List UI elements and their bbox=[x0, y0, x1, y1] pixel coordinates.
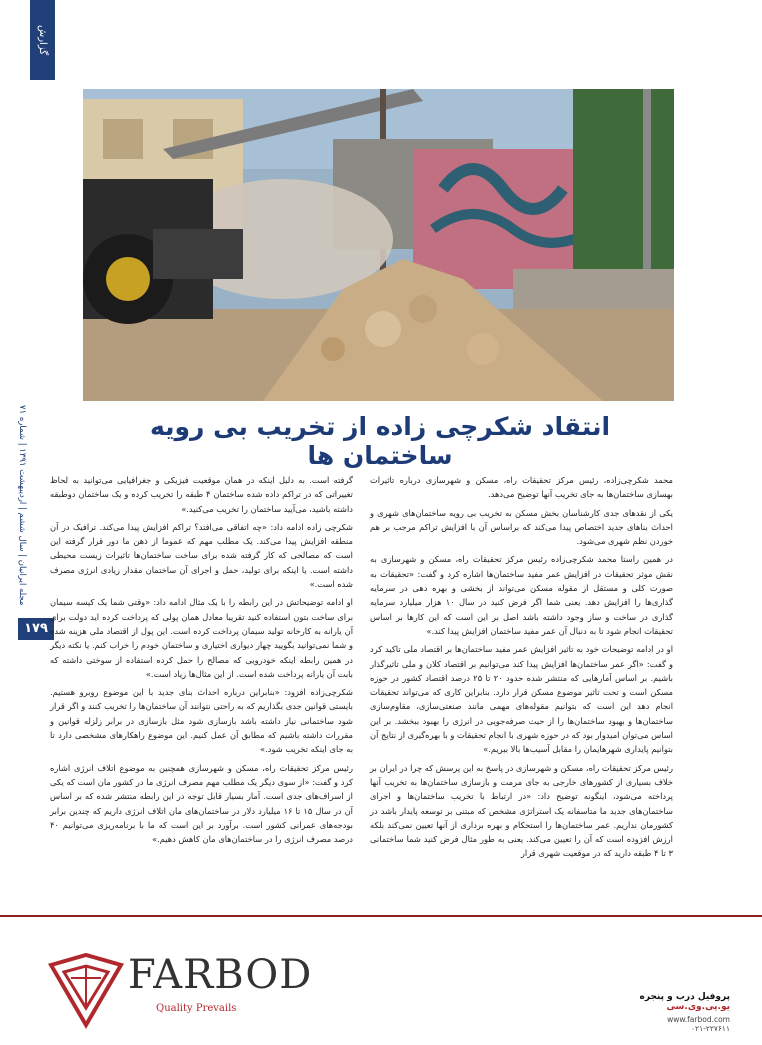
paragraph: او ادامه توضیحاتش در این رابطه را با یک مثال ادامه داد: «وقتی شما یک کیسه سیمان برای ساخت بتون استفاده کنید تقریبا معادل همان پولی که پرداخت کرده اید دولت برای آن یارانه به کارخانه تولید سیمان پرداخت کرده است. این پول از اقتصاد ملی هزینه شده و شما نمی‌توانید بگویید چهار دیواری اختیاری و ساختمان خودم را خراب کنم. یا نکته دیگر در همین رابطه اینکه خودرویی که مصالح را حمل کرده استفاده از سوختی داشته که بابت آن یارانه پرداخت شده است. از این مثال‌ها زیاد است.» bbox=[50, 597, 353, 679]
ad-product-line: پروفیل درب و پنجره bbox=[639, 992, 730, 1002]
section-tab-label: گزارش bbox=[37, 24, 48, 56]
paragraph: گرفته است. به دلیل اینکه در همان موقعیت فیزیکی و جغرافیایی می‌توانید به لحاظ تغییراتی که در تراکم داده شده ساختمان ۴ طبقه را تخریب کرده و یک ساختمان دوطبقه داشته باشید، می‌آیید ساختمان را تخریب می‌کنید.» bbox=[50, 475, 353, 514]
paragraph: در همین راستا محمد شکرچی‌زاده رئیس مرکز تحقیقات راه، مسکن و شهرسازی به نقش موثر تحقیقات در افزایش عمر مفید ساختمان‌ها اشاره کرد و گفت: «تحقیقات به صورت کلی و مستقل از مقوله مسکن می‌تواند از بخشی و بهره دهی در سرمایه گذاری‌ها را افزایش دهد. یعنی شما اگر فرض کنید در سال ۱۰ هزار میلیارد سرمایه گذاری در ساخت و ساز وجود داشته باشد اصل بر این است که این کارها بر اساس تحقیقات انجام شود تا به دنبال آن عمر مفید ساختمان افزایش پیدا کند.» bbox=[370, 554, 673, 636]
paragraph: شکرچی زاده ادامه داد: «چه اتفاقی می‌افتد؟ تراکم افزایش پیدا می‌کند. ترافیک در آن منطقه افزایش پیدا می‌کند. یک مطلب مهم که عموما از ذهن ما دور قرار گرفته این است که مصالحی که کار گرفته شده برای ساخت ساختمان‌ها تاثیرات زیست محیطی داشته است. یا اینکه برای تولید، حمل و اجرای آن ساختمان مقدار زیادی انرژی مصرف شده است.» bbox=[50, 521, 353, 590]
article-column-right bbox=[370, 473, 673, 891]
paragraph: یکی از نقدهای جدی کارشناسان بخش مسکن به تخریب بی رویه ساختمان‌های شهری و احداث بناهای جدید اختصاص پیدا می‌کند که براساس آن با افزایش تراکم مرجب بر هم خوردن نظم شهری می‌شود. bbox=[370, 507, 673, 547]
ad-phone: ۰۲۱-۲۲۷۶۱۱ bbox=[691, 1024, 730, 1033]
paragraph: او در ادامه توضیحات خود به تاثیر افزایش عمر مفید ساختمان‌ها بر اقتصاد ملی تاکید کرد و گفت: «اگر عمر ساختمان‌ها افزایش پیدا کند می‌توانیم بر اقتصاد کلان و ملی تاثیرگذار باشیم. بر اساس آمارهایی که منتشر شده حدود ۲۰ تا ۲۵ درصد اقتصاد کشور در حوزه مسکن است و تحت تاثیر موضوع مسکن قرار دارد. بنابراین کاری که می‌تواند تحقیقات انجام دهد این است که بتوانیم مقوله‌های مهمی مانند صنعتی‌سازی، مقاوم‌سازی ساختمان‌ها و بهبود ساختمان‌ها را از حیث صرفه‌جویی در انرژی را بهبود ببخشد. بر این اساس می‌توان امیدوار بود که در حوزه شهری با انجام تحقیقات و با بهره‌گیری از نتایج آن بتوانیم پایداری شهرهایمان را مقابل آسیب‌ها بالا ببریم.» bbox=[370, 644, 673, 755]
paragraph: رئیس مرکز تحقیقات راه، مسکن و شهرسازی همچنین به موضوع اتلاف انرژی اشاره کرد و گفت: «از سوی دیگر یک مطلب مهم مصرف انرژی ما در کشور مان است که یکی از اسراف‌های جدی است. آمار بسیار قابل توجه در این رابطه منتشر شده که بر اساس آن در سال ۱۵ تا ۱۶ میلیارد دلار در ساختمان‌های مان اتلاف انرژی داریم که چندین برابر بودجه‌های عمرانی کشور است. برآورد بر این است که ما با برنامه‌ریزی می‌توانیم ۴۰ درصد مصرف انرژی را در ساختمان‌های مان کاهش دهیم.» bbox=[50, 762, 353, 845]
ad-contact-block bbox=[600, 992, 730, 1033]
farbod-logo-icon bbox=[46, 950, 126, 1030]
ad-brand-name: FARBOD bbox=[128, 952, 313, 998]
demolition-photo bbox=[83, 89, 674, 401]
paragraph: شکرچی‌زاده افزود: «بنابراین درباره احداث بنای جدید با این موضوع روبرو هستیم. بایستی قوانین جدی بگذاریم که به راحتی نتوانند آن ساختمان‌ها را تخریب کنند و اگر قرار شود ساختمانی نیاز داشته باشد بازسازی شود مثل بازسازی در برابر زلزله قوانین و مقررات داشته باشیم که مطابق آن عمل کنیم. این موضوع راهکارهای مشخصی دارد تا به جای اینکه تخریب شود.» bbox=[50, 687, 353, 755]
ad-tagline: Quality Prevails bbox=[156, 1003, 237, 1014]
article-headline: انتقاد شکرچی زاده از تخریب بی رویه ساختمان ها bbox=[149, 412, 611, 470]
ad-materials-line: یو.پی.وی.سی bbox=[666, 1002, 730, 1012]
ad-website: www.farbod.com bbox=[667, 1015, 730, 1024]
paragraph: محمد شکرچی‌زاده، رئیس مرکز تحقیقات راه، مسکن و شهرسازی درباره تاثیرات بهسازی ساختمان‌ها به جای تخریب آنها توضیح می‌دهد. bbox=[370, 475, 673, 500]
ad-divider bbox=[0, 915, 762, 917]
paragraph: رئیس مرکز تحقیقات راه، مسکن و شهرسازی در پاسخ به این پرسش که چرا در ایران بر خلاف بسیاری از کشورهای خارجی به جای مرمت و بازسازی ساختمان‌ها به تخریب آنها پرداخته می‌شود، اینگونه توضیح داد: «در ارتباط با تخریب ساختمان‌ها و اجرای ساختمان‌های جدید ما متاسفانه یک استراتژی مشخص که مبتنی بر توسعه پایدار باشد در کشورمان نداریم. عمر ساختمان‌ها را استحکام و بهره برداری از آنها تعیین نمی‌کند بلکه ارزش افزوده است که آن را تعیین می‌کند. یعنی به طور مثال فرض کنید شما ساختمانی ۳ تا ۴ طبقه دارید که در موقعیت شهری قرار bbox=[369, 762, 673, 859]
article-column-left bbox=[50, 473, 353, 891]
journal-issue-line: مجله ایرانیان | سال ششم | اردیبهشت ۱۳۹۱ | شماره ۷۱ bbox=[17, 404, 27, 605]
page-number: ۱۷۹ bbox=[18, 618, 54, 640]
